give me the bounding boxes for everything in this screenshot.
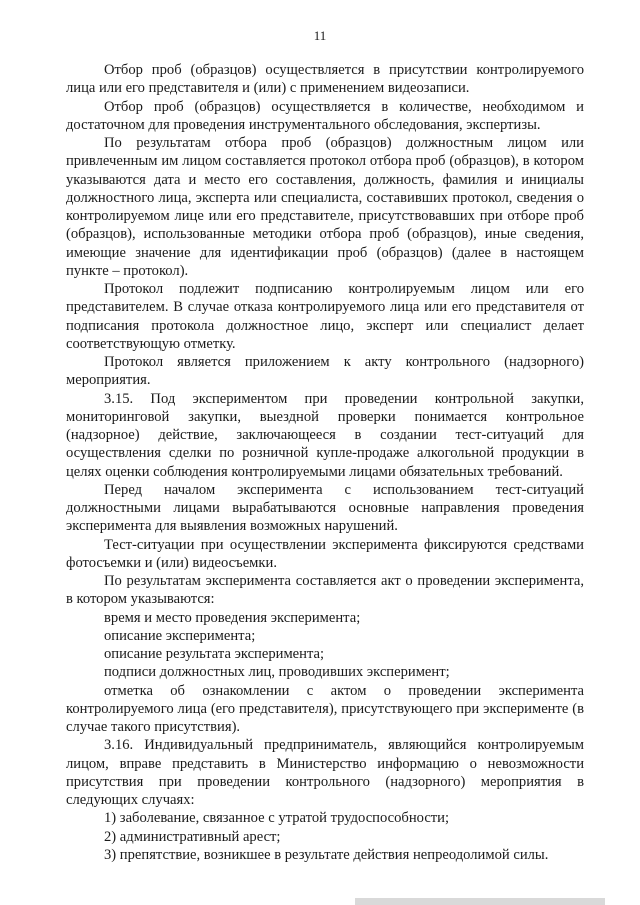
paragraph-sampling-quantity: Отбор проб (образцов) осуществляется в количестве, необходимом и достаточном для проведения инструментального обследования, экспертизы.: [66, 98, 584, 133]
list-item-acknowledgement: отметка об ознакомлении с актом о проведении эксперимента контролируемого лица (его представителя), присутствующего при эксперименте (в случае такого присутствия).: [66, 682, 584, 735]
page-number: 11: [313, 28, 327, 43]
list-item-description: описание эксперимента;: [104, 627, 256, 644]
paragraph-3-15-experiment: 3.15. Под экспериментом при проведении контрольной закупки, мониторинговой закупки, выездной проверки понимается контрольное (надзорное) действие, заключающееся в создании тест-ситуаций для осуществления сделки по розничной купле-продаже алкогольной продукции в целях оценки соблюдения контролируемыми лицами обязательных требований.: [66, 390, 584, 480]
scan-edge-mark: [355, 898, 605, 905]
list-item-illness: 1) заболевание, связанное с утратой трудоспособности;: [104, 810, 450, 827]
paragraph-sampling-protocol: По результатам отбора проб (образцов) должностным лицом или привлеченным им лицом составляется протокол отбора проб (образцов), в котором указываются дата и место его составления, должность, фамилия и инициалы должностного лица, эксперта или специалиста, составивших протокол, сведения о контролируемом лице или его представителе, присутствовавших при отборе проб (образцов), использованные методики отбора проб (образцов), иные сведения, имеющие значение для идентификации проб (образцов) (далее в настоящем пункте – протокол).: [66, 135, 584, 279]
list-item-result: описание результата эксперимента;: [104, 646, 325, 662]
paragraph-protocol-appendix: Протокол является приложением к акту контрольного (надзорного) мероприятия.: [66, 354, 584, 389]
paragraph-protocol-signing: Протокол подлежит подписанию контролируемым лицом или его представителем. В случае отказа контролируемого лица или его представителя от подписания протокола должностное лицо, эксперт или специалист делает соответствующую отметку.: [66, 281, 584, 352]
list-item-arrest: 2) административный арест;: [104, 828, 281, 845]
document-body: [66, 61, 584, 864]
paragraph-test-situations: Тест-ситуации при осуществлении эксперимента фиксируются средствами фотосъемки и (или) видеосъемки.: [66, 536, 584, 571]
paragraph-3-16-entrepreneur: 3.16. Индивидуальный предприниматель, являющийся контролируемым лицом, вправе представить в Министерство информацию о невозможности присутствия при проведении контрольного (надзорного) мероприятия в следующих случаях:: [66, 737, 584, 808]
list-item-time-place: время и место проведения эксперимента;: [104, 609, 361, 626]
paragraph-experiment-act: По результатам эксперимента составляется акт о проведении эксперимента, в котором указываются:: [66, 573, 584, 608]
paragraph-sampling-presence: Отбор проб (образцов) осуществляется в присутствии контролируемого лица или его представителя и (или) с применением видеозаписи.: [66, 62, 584, 97]
paragraph-experiment-directions: Перед началом эксперимента с использованием тест-ситуаций должностными лицами вырабатываются основные направления проведения эксперимента для выявления возможных нарушений.: [66, 481, 584, 535]
list-item-signatures: подписи должностных лиц, проводивших эксперимент;: [104, 664, 450, 681]
list-item-force-majeure: 3) препятствие, возникшее в результате действия непреодолимой силы.: [104, 846, 549, 863]
